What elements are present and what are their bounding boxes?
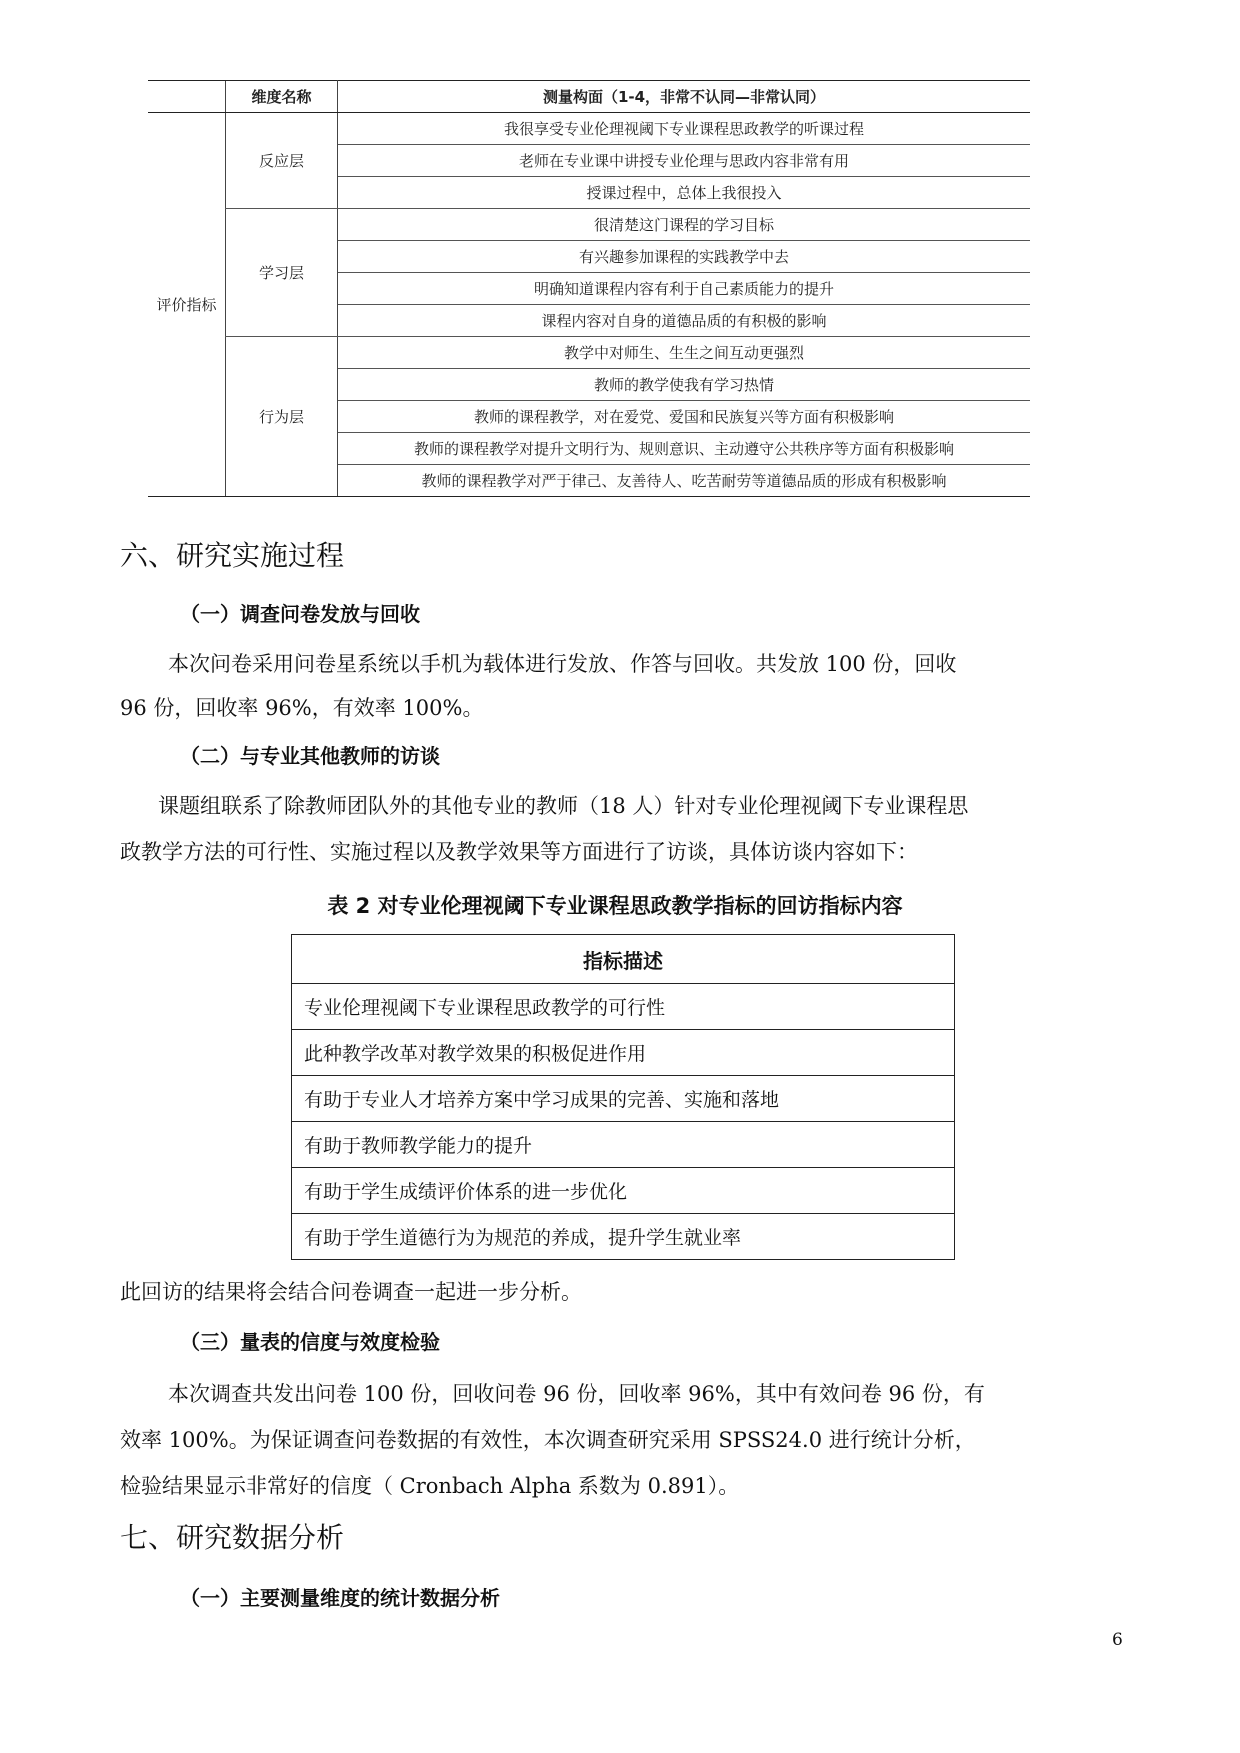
paragraph-line: 课题组联系了除教师团队外的其他专业的教师（18 人）针对专业伦理视阈下专业课程思 [158,794,969,818]
paragraph-line: 96 份，回收率 96%，有效率 100%。 [120,696,484,720]
dimension-behavior: 行为层 [226,337,338,497]
item-cell: 课程内容对自身的道德品质的有积极的影响 [338,305,1031,337]
paragraph-line: 政教学方法的可行性、实施过程以及教学效果等方面进行了访谈，具体访谈内容如下： [120,840,918,864]
subsection-6-2-heading: （二）与专业其他教师的访谈 [180,744,440,768]
evaluation-index-table [148,80,1030,497]
table-cell: 专业伦理视阈下专业课程思政教学的可行性 [292,984,955,1030]
paragraph-line: 本次调查共发出问卷 100 份，回收问卷 96 份，回收率 96%，其中有效问卷 96 份，有 [168,1382,985,1406]
table-cell: 有助于教师教学能力的提升 [292,1122,955,1168]
table-row [292,1168,955,1214]
table-row [148,209,1030,241]
table-row [148,113,1030,145]
table-cell: 有助于专业人才培养方案中学习成果的完善、实施和落地 [292,1076,955,1122]
item-cell: 有兴趣参加课程的实践教学中去 [338,241,1031,273]
item-cell: 教学中对师生、生生之间互动更强烈 [338,337,1031,369]
item-cell: 教师的课程教学对提升文明行为、规则意识、主动遵守公共秩序等方面有积极影响 [338,433,1031,465]
item-cell: 老师在专业课中讲授专业伦理与思政内容非常有用 [338,145,1031,177]
subsection-7-1-heading: （一）主要测量维度的统计数据分析 [180,1586,500,1610]
header-index-description: 指标描述 [292,935,955,984]
item-cell: 教师的教学使我有学习热情 [338,369,1031,401]
item-cell: 教师的课程教学，对在爱党、爱国和民族复兴等方面有积极影响 [338,401,1031,433]
table-cell: 有助于学生道德行为为规范的养成，提升学生就业率 [292,1214,955,1260]
table-row [292,1030,955,1076]
paragraph-line: 此回访的结果将会结合问卷调查一起进一步分析。 [120,1280,582,1304]
table-row [292,984,955,1030]
table-row [292,1122,955,1168]
section-7-heading: 七、研究数据分析 [120,1521,345,1554]
header-dimension-name: 维度名称 [226,81,338,113]
header-measurement-facet: 测量构面（1-4，非常不认同—非常认同） [338,81,1031,113]
dimension-reaction: 反应层 [226,113,338,209]
table-2-caption: 表 2 对专业伦理视阈下专业课程思政教学指标的回访指标内容 [327,894,903,918]
table-header-row [292,935,955,984]
item-cell: 我很享受专业伦理视阈下专业课程思政教学的听课过程 [338,113,1031,145]
item-cell: 授课过程中，总体上我很投入 [338,177,1031,209]
item-cell: 教师的课程教学对严于律己、友善待人、吃苦耐劳等道德品质的形成有积极影响 [338,465,1031,497]
subsection-6-3-heading: （三）量表的信度与效度检验 [180,1330,440,1354]
section-6-heading: 六、研究实施过程 [120,539,345,572]
table-header-row [148,81,1030,113]
item-cell: 很清楚这门课程的学习目标 [338,209,1031,241]
dimension-learning: 学习层 [226,209,338,337]
table-row [292,1214,955,1260]
table-row [292,1076,955,1122]
table-cell: 有助于学生成绩评价体系的进一步优化 [292,1168,955,1214]
paragraph-line: 本次问卷采用问卷星系统以手机为载体进行发放、作答与回收。共发放 100 份，回收 [168,652,957,676]
page-number: 6 [1112,1630,1123,1650]
evaluation-index-label: 评价指标 [148,113,226,497]
header-empty-cell [148,81,226,113]
paragraph-line: 效率 100%。为保证调查问卷数据的有效性，本次调查研究采用 SPSS24.0 进行统计分析， [120,1428,976,1452]
interview-index-table [291,934,955,1260]
item-cell: 明确知道课程内容有利于自己素质能力的提升 [338,273,1031,305]
paragraph-line: 检验结果显示非常好的信度（ Cronbach Alpha 系数为 0.891）。 [120,1474,740,1498]
table-cell: 此种教学改革对教学效果的积极促进作用 [292,1030,955,1076]
table-row [148,337,1030,369]
subsection-6-1-heading: （一）调查问卷发放与回收 [180,602,420,626]
